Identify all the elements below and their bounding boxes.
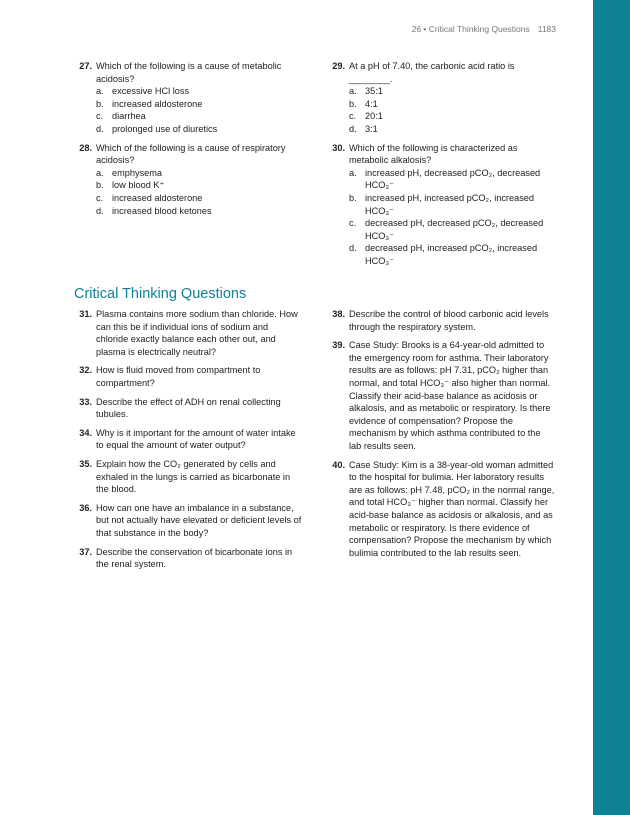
question-body — [349, 339, 555, 452]
question-text: Which of the following is a cause of metabolic acidosis? — [96, 61, 282, 84]
question-item — [327, 308, 555, 333]
option-text: increased blood ketones — [112, 205, 212, 216]
question-number: 40. — [332, 459, 345, 470]
option-text: 3:1 — [365, 123, 378, 134]
question-body — [349, 142, 555, 268]
question-number: 37. — [79, 546, 92, 557]
question-body — [96, 427, 302, 452]
answer-options — [349, 85, 555, 135]
question-body — [349, 60, 555, 136]
option-text: decreased pH, decreased pCO₂, decreased HCO₃⁻ — [365, 218, 544, 241]
option-letter: d. — [96, 205, 104, 216]
answer-option — [96, 110, 302, 123]
question-text: Describe the conservation of bicarbonate ions in the renal system. — [96, 546, 293, 570]
question-body — [349, 459, 555, 560]
answer-option — [349, 110, 555, 123]
option-text: increased aldosterone — [112, 98, 203, 109]
option-text: 35:1 — [365, 86, 383, 97]
option-text: decreased pH, increased pCO₂, increased HCO₃⁻ — [365, 243, 538, 266]
option-text: low blood K⁺ — [112, 180, 165, 191]
running-header — [330, 24, 556, 34]
question-text: Which of the following is a cause of respiratory acidosis? — [96, 142, 286, 166]
answer-option — [349, 85, 555, 98]
question-number: 28. — [79, 142, 92, 153]
question-number: 39. — [332, 340, 345, 351]
option-letter: b. — [349, 192, 357, 203]
question-text: How can one have an imbalance in a substance, but not actually have elevated or deficient levels of that substance in the body? — [96, 502, 302, 538]
question-body — [96, 502, 302, 540]
answer-options — [349, 167, 555, 268]
answer-option — [349, 98, 555, 111]
option-text: diarrhea — [112, 111, 146, 122]
option-letter: a. — [349, 86, 357, 97]
option-letter: d. — [96, 123, 104, 134]
answer-option — [349, 217, 555, 242]
option-text: increased aldosterone — [112, 192, 203, 203]
critical-thinking-heading: Critical Thinking Questions — [74, 286, 247, 302]
question-text: Which of the following is characterized as metabolic alkalosis? — [349, 142, 518, 166]
critical-column-right — [327, 308, 555, 565]
answer-option — [96, 205, 302, 218]
question-body — [96, 364, 302, 389]
question-text: Describe the control of blood carbonic acid levels through the respiratory system. — [349, 309, 549, 332]
question-number: 36. — [79, 502, 92, 513]
answer-option — [96, 85, 302, 98]
answer-options — [96, 85, 302, 135]
answer-option — [96, 98, 302, 111]
question-number: 35. — [79, 458, 92, 469]
option-text: increased pH, increased pCO₂, increased HCO₃⁻ — [365, 192, 535, 216]
answer-options — [96, 167, 302, 217]
question-body — [96, 308, 302, 358]
answer-option — [96, 167, 302, 180]
question-number: 32. — [79, 365, 92, 376]
question-item — [74, 364, 302, 389]
question-number: 33. — [79, 396, 92, 407]
option-text: 20:1 — [365, 111, 383, 122]
option-letter: c. — [96, 192, 104, 203]
question-item — [327, 339, 555, 452]
page-number: 1183 — [537, 24, 556, 34]
question-body — [96, 458, 302, 496]
question-number: 29. — [332, 61, 345, 71]
question-item — [74, 458, 302, 496]
header-title: 26 • Critical Thinking Questions — [411, 24, 530, 34]
question-number: 30. — [332, 142, 345, 153]
question-item — [74, 308, 302, 358]
option-letter: b. — [349, 98, 357, 109]
question-item — [74, 142, 302, 218]
question-item — [327, 60, 555, 136]
answer-option — [349, 242, 555, 267]
question-item — [74, 546, 302, 571]
option-text: excessive HCl loss — [112, 86, 190, 97]
question-item — [327, 459, 555, 560]
question-item — [74, 502, 302, 540]
question-text: Plasma contains more sodium than chloride. How can this be if individual ions of sodium and chloride exactly balance each other out, and plasma is electrically neutral? — [96, 309, 298, 357]
question-text: At a pH of 7.40, the carbonic acid ratio is ________. — [349, 61, 515, 84]
question-number: 27. — [79, 61, 92, 71]
question-body — [96, 546, 302, 571]
answer-option — [96, 192, 302, 205]
review-column-right — [327, 60, 555, 274]
option-letter: b. — [96, 98, 104, 109]
question-number: 34. — [79, 427, 92, 438]
option-letter: a. — [96, 86, 104, 97]
question-item — [74, 427, 302, 452]
question-text: Describe the effect of ADH on renal collecting tubules. — [96, 396, 281, 420]
question-text: Case Study: Brooks is a 64-year-old admitted to the emergency room for asthma. Their laboratory results are as follows: pH 7.31, pCO₂ higher than normal, and total HCO₃⁻ also higher than normal. Classify their acid-base balance as acidosis or alkalosis, and as metabolic or respiratory. Is there evidence of compensation? Propose the mechanism by which asthma contributed to the lab results seen. — [349, 340, 551, 451]
critical-column-left — [74, 308, 302, 577]
answer-option — [349, 167, 555, 192]
option-text: emphysema — [112, 167, 163, 178]
option-text: increased pH, decreased pCO₂, decreased HCO₃⁻ — [365, 167, 541, 191]
question-body — [96, 142, 302, 218]
option-letter: d. — [349, 123, 357, 134]
option-letter: d. — [349, 243, 357, 254]
option-text: 4:1 — [365, 98, 378, 109]
question-text: Why is it important for the amount of water intake to equal the amount of water output? — [96, 427, 296, 451]
question-text: Explain how the CO₂ generated by cells and exhaled in the lungs is carried as bicarbonate in the blood. — [96, 458, 291, 495]
option-letter: c. — [96, 111, 104, 122]
answer-option — [349, 123, 555, 136]
question-item — [327, 142, 555, 268]
option-letter: a. — [96, 167, 104, 178]
option-letter: b. — [96, 180, 104, 191]
question-item — [74, 396, 302, 421]
question-item — [74, 60, 302, 136]
option-letter: c. — [349, 111, 357, 122]
option-text: prolonged use of diuretics — [112, 123, 218, 134]
option-letter: c. — [349, 218, 357, 229]
side-color-bar — [593, 0, 630, 815]
question-number: 31. — [79, 309, 92, 319]
question-body — [96, 60, 302, 136]
question-number: 38. — [332, 309, 345, 319]
question-text: Case Study: Kim is a 38-year-old woman admitted to the hospital for bulimia. Her laboratory results are as follows: pH 7.48, pCO₂ in the normal range, and total HCO₃⁻ higher than normal. Classify her acid-base balance as acidosis or alkalosis, and as metabolic or respiratory. Is there evidence of compensation? Propose the mechanism by which bulimia contributed to the lab results seen. — [349, 459, 555, 558]
option-letter: a. — [349, 167, 357, 178]
answer-option — [96, 123, 302, 136]
answer-option — [96, 179, 302, 192]
question-text: How is fluid moved from compartment to compartment? — [96, 365, 261, 388]
question-body — [96, 396, 302, 421]
review-column-left — [74, 60, 302, 223]
question-body — [349, 308, 555, 333]
answer-option — [349, 192, 555, 217]
